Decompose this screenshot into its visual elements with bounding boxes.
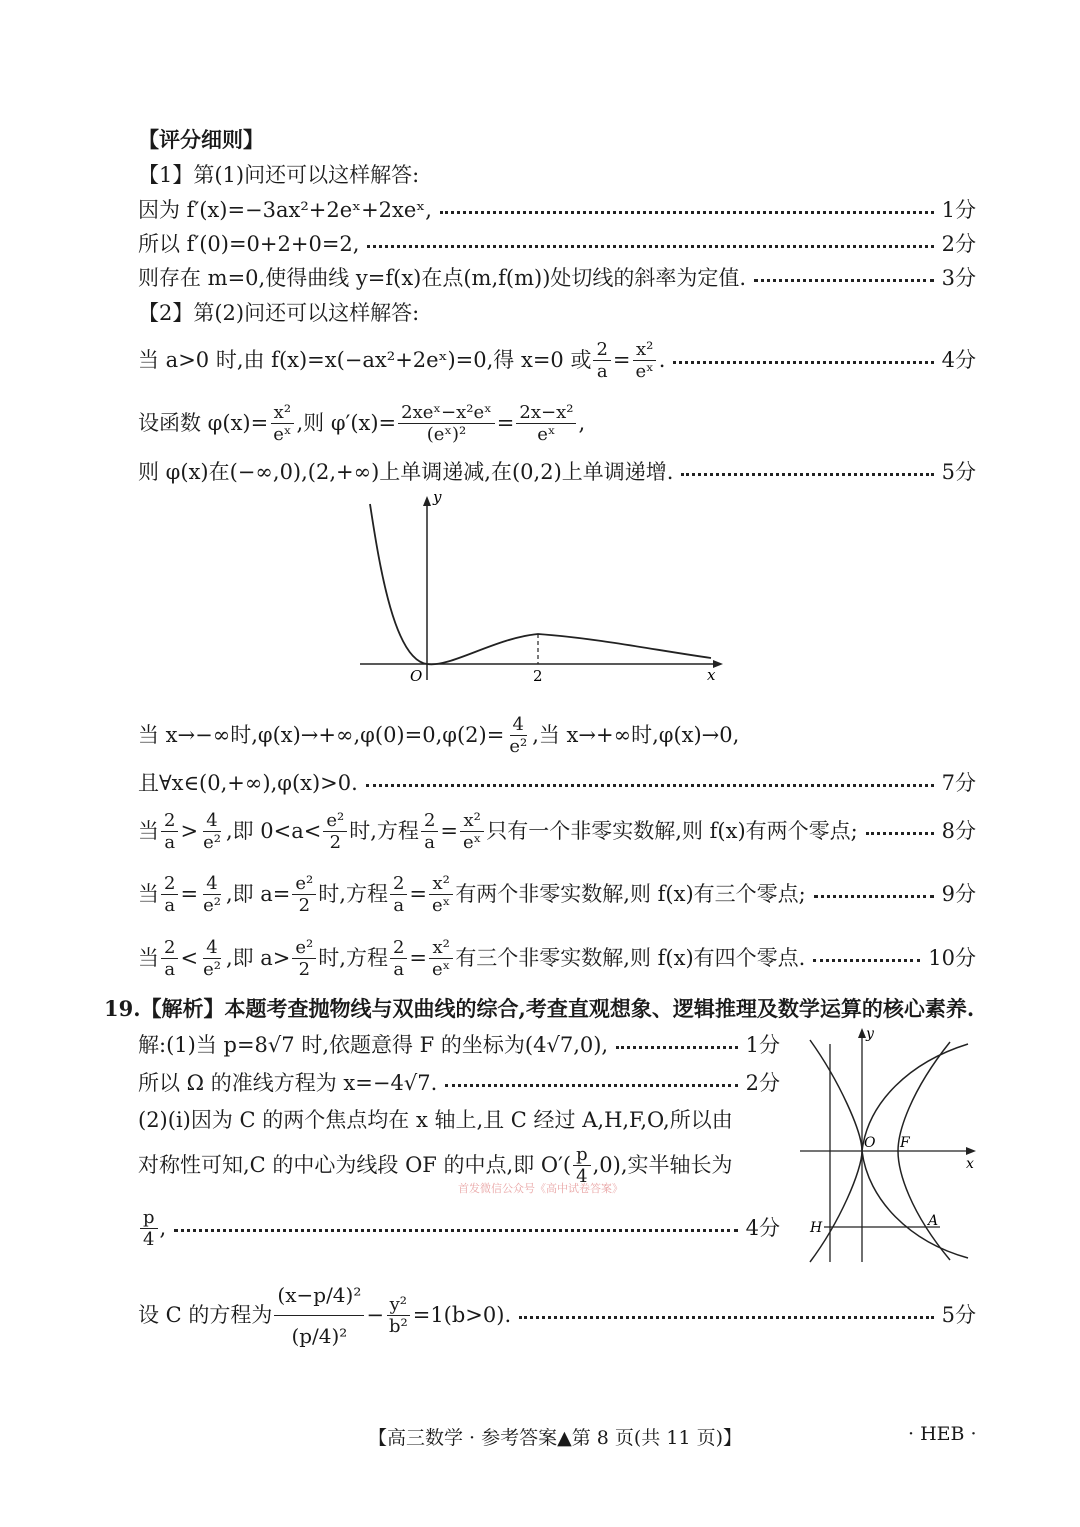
leader-dots <box>754 279 934 282</box>
score: 5分 <box>941 1303 976 1327</box>
q19-line6: 设 C 的方程为 $\frac{\text{(x−p/4)²}}{\text{(p/4)²}}$ − $\frac{\text{y²}}{\text{b²}}$ =1(b>0). 5分 <box>138 1265 976 1365</box>
leader-dots <box>366 784 934 787</box>
fraction: $\frac{\text{y²}}{\text{b²}}$ <box>386 1294 411 1337</box>
fraction: $\frac{\text{e²}}{2}$ <box>323 810 347 853</box>
y-axis-arrow <box>423 496 431 506</box>
score: 7分 <box>941 771 976 795</box>
hyperbola-graph <box>800 1022 980 1264</box>
leader-dots <box>367 245 933 248</box>
x-label: x <box>966 1156 974 1172</box>
note2-line1: 当 a>0 时,由 f(x)=x(−ax²+2eˣ)=0,得 x=0 或 $\frac{2}{a}$ = $\frac{\text{x²}}{\text{eˣ}}$ . 4分 <box>138 338 976 382</box>
note2-line2: 设函数 φ(x)= $\frac{\text{x²}}{\text{eˣ}}$ ,则 φ′(x)= $\frac{\text{2xeˣ−x²eˣ}}{\text{(eˣ)²}}$ = $\frac{\text{2x−x²}}{\text{eˣ}}$ , <box>138 401 586 445</box>
score: 2分 <box>941 232 976 256</box>
fraction: $\frac{2}{a}$ <box>593 339 610 382</box>
fraction: $\frac{4}{\text{e²}}$ <box>509 713 528 757</box>
leader-dots <box>813 959 920 962</box>
score: 1分 <box>745 1033 780 1057</box>
score: 2分 <box>745 1071 780 1095</box>
note2-title: 【2】第(2)问还可以这样解答: <box>138 301 420 325</box>
leader-dots <box>174 1229 737 1232</box>
fraction: $\frac{\text{2x−x²}}{\text{eˣ}}$ <box>516 402 576 445</box>
note2-line4: 当 x→−∞时,φ(x)→+∞,φ(0)=0,φ(2)= $\frac{4}{\text{e²}}$ ,当 x→+∞时,φ(x)→0, <box>138 713 740 757</box>
phi-graph <box>355 490 735 690</box>
note1-title: 【1】第(1)问还可以这样解答: <box>138 163 420 187</box>
y-label: y <box>433 490 442 506</box>
point-F-label: F <box>900 1135 910 1151</box>
fraction: $\frac{\text{e²}}{2}$ <box>292 873 316 916</box>
fraction: $\frac{4}{\text{e²}}$ <box>203 872 221 916</box>
page-footer: 【高三数学 · 参考答案▲第 8 页(共 11 页)】 <box>368 1427 742 1449</box>
fraction: $\frac{\text{e²}}{2}$ <box>292 937 316 980</box>
fraction: $\frac{2}{a}$ <box>161 937 178 980</box>
note1-line: 则存在 m=0,使得曲线 y=f(x)在点(m,f(m))处切线的斜率为定值. 3分 <box>138 263 976 293</box>
fraction: $\frac{2}{a}$ <box>421 810 438 853</box>
fraction: $\frac{2}{a}$ <box>390 937 407 980</box>
point-O-label: O <box>864 1135 876 1151</box>
y-label: y <box>866 1026 874 1042</box>
score: 10分 <box>928 946 976 970</box>
leader-dots <box>616 1046 738 1049</box>
note2-line5: 且∀x∈(0,+∞),φ(x)>0. 7分 <box>138 768 976 798</box>
fraction: $\frac{2}{a}$ <box>390 873 407 916</box>
score: 4分 <box>941 348 976 372</box>
q19-line1: 解:(1)当 p=8√7 时,依题意得 F 的坐标为(4√7,0), 1分 <box>138 1030 780 1060</box>
fraction: $\frac{\text{2xeˣ−x²eˣ}}{\text{(eˣ)²}}$ <box>398 402 495 445</box>
score: 1分 <box>941 198 976 222</box>
fraction: $\frac{\text{x²}}{\text{eˣ}}$ <box>633 339 657 382</box>
score: 4分 <box>745 1216 780 1240</box>
q19-line2: 所以 Ω 的准线方程为 x=−4√7. 2分 <box>138 1068 780 1098</box>
fraction: $\frac{4}{\text{e²}}$ <box>203 936 221 980</box>
note2-line6: 当 $\frac{2}{a}$ > $\frac{4}{\text{e²}}$ ,即 0<a< $\frac{\text{e²}}{2}$ 时,方程 $\frac{2}{a}$ = $\frac{\text{x²}}{\text{eˣ}}$ 只有一个非零实数解,则 f(x)有两个零点; 8分 <box>138 809 976 853</box>
big-fraction: $\frac{\text{(x−p/4)²}}{\text{(p/4)²}}$ <box>274 1275 364 1356</box>
x-label: x <box>707 666 716 684</box>
leader-dots <box>673 361 933 364</box>
fraction: $\frac{2}{a}$ <box>161 873 178 916</box>
score: 5分 <box>941 460 976 484</box>
q19-line3: (2)(ⅰ)因为 C 的两个焦点均在 x 轴上,且 C 经过 A,H,F,O,所以由 <box>138 1108 733 1132</box>
point-H-label: H <box>810 1220 823 1236</box>
point-A-label: A <box>928 1213 939 1229</box>
watermark: 首发微信公众号《高中试卷答案》 <box>458 1182 623 1195</box>
fraction: $\frac{4}{\text{e²}}$ <box>203 809 221 853</box>
q19-analysis: 19. 【解析】本题考查抛物线与双曲线的综合,考查直观想象、逻辑推理及数学运算的核心素养. <box>104 996 975 1021</box>
leader-dots <box>681 473 933 476</box>
leader-dots <box>814 895 934 898</box>
fraction: $\frac{\text{x²}}{\text{eˣ}}$ <box>429 873 453 916</box>
note2-line3: 则 φ(x)在(−∞,0),(2,+∞)上单调递减,在(0,2)上单调递增. 5分 <box>138 457 976 487</box>
leader-dots <box>440 211 934 214</box>
fraction: $\frac{\text{x²}}{\text{eˣ}}$ <box>429 937 453 980</box>
q19-line5: $\frac{p}{4}$ , 4分 <box>138 1203 780 1253</box>
y-axis-arrow <box>858 1028 866 1038</box>
grading-rules-heading: 【评分细则】 <box>138 127 264 152</box>
tick-label-2: 2 <box>533 667 543 685</box>
q19-line4: 对称性可知,C 的中心为线段 OF 的中点,即 O′( $\frac{p}{4}$ ,0),实半轴长为 <box>138 1143 733 1187</box>
phi-curve <box>370 504 711 664</box>
note1-line: 所以 f′(0)=0+2+0=2, 2分 <box>138 229 976 259</box>
footer-code: · HEB · <box>908 1423 977 1445</box>
fraction: $\frac{2}{a}$ <box>161 810 178 853</box>
leader-dots <box>519 1316 933 1319</box>
leader-dots <box>866 832 934 835</box>
fraction: $\frac{\text{x²}}{\text{eˣ}}$ <box>460 810 484 853</box>
note1-line: 因为 f′(x)=−3ax²+2eˣ+2xeˣ, 1分 <box>138 195 976 225</box>
fraction: $\frac{p}{4}$ <box>140 1207 158 1250</box>
fraction: $\frac{p}{4}$ <box>573 1144 591 1187</box>
leader-dots <box>445 1084 737 1087</box>
score: 3分 <box>941 266 976 290</box>
note2-line7: 当 $\frac{2}{a}$ = $\frac{4}{\text{e²}}$ ,即 a= $\frac{\text{e²}}{2}$ 时,方程 $\frac{2}{a}$ = $\frac{\text{x²}}{\text{eˣ}}$ 有两个非零实数解,则 f(x)有三个零点; 9分 <box>138 872 976 916</box>
score: 9分 <box>941 882 976 906</box>
x-axis-arrow <box>966 1147 976 1155</box>
fraction: $\frac{\text{x²}}{\text{eˣ}}$ <box>270 402 294 445</box>
score: 8分 <box>941 819 976 843</box>
note2-line8: 当 $\frac{2}{a}$ < $\frac{4}{\text{e²}}$ ,即 a> $\frac{\text{e²}}{2}$ 时,方程 $\frac{2}{a}$ = $\frac{\text{x²}}{\text{eˣ}}$ 有三个非零实数解,则 f(x)有四个零点. 10分 <box>138 936 976 980</box>
origin-label: O <box>410 667 423 685</box>
